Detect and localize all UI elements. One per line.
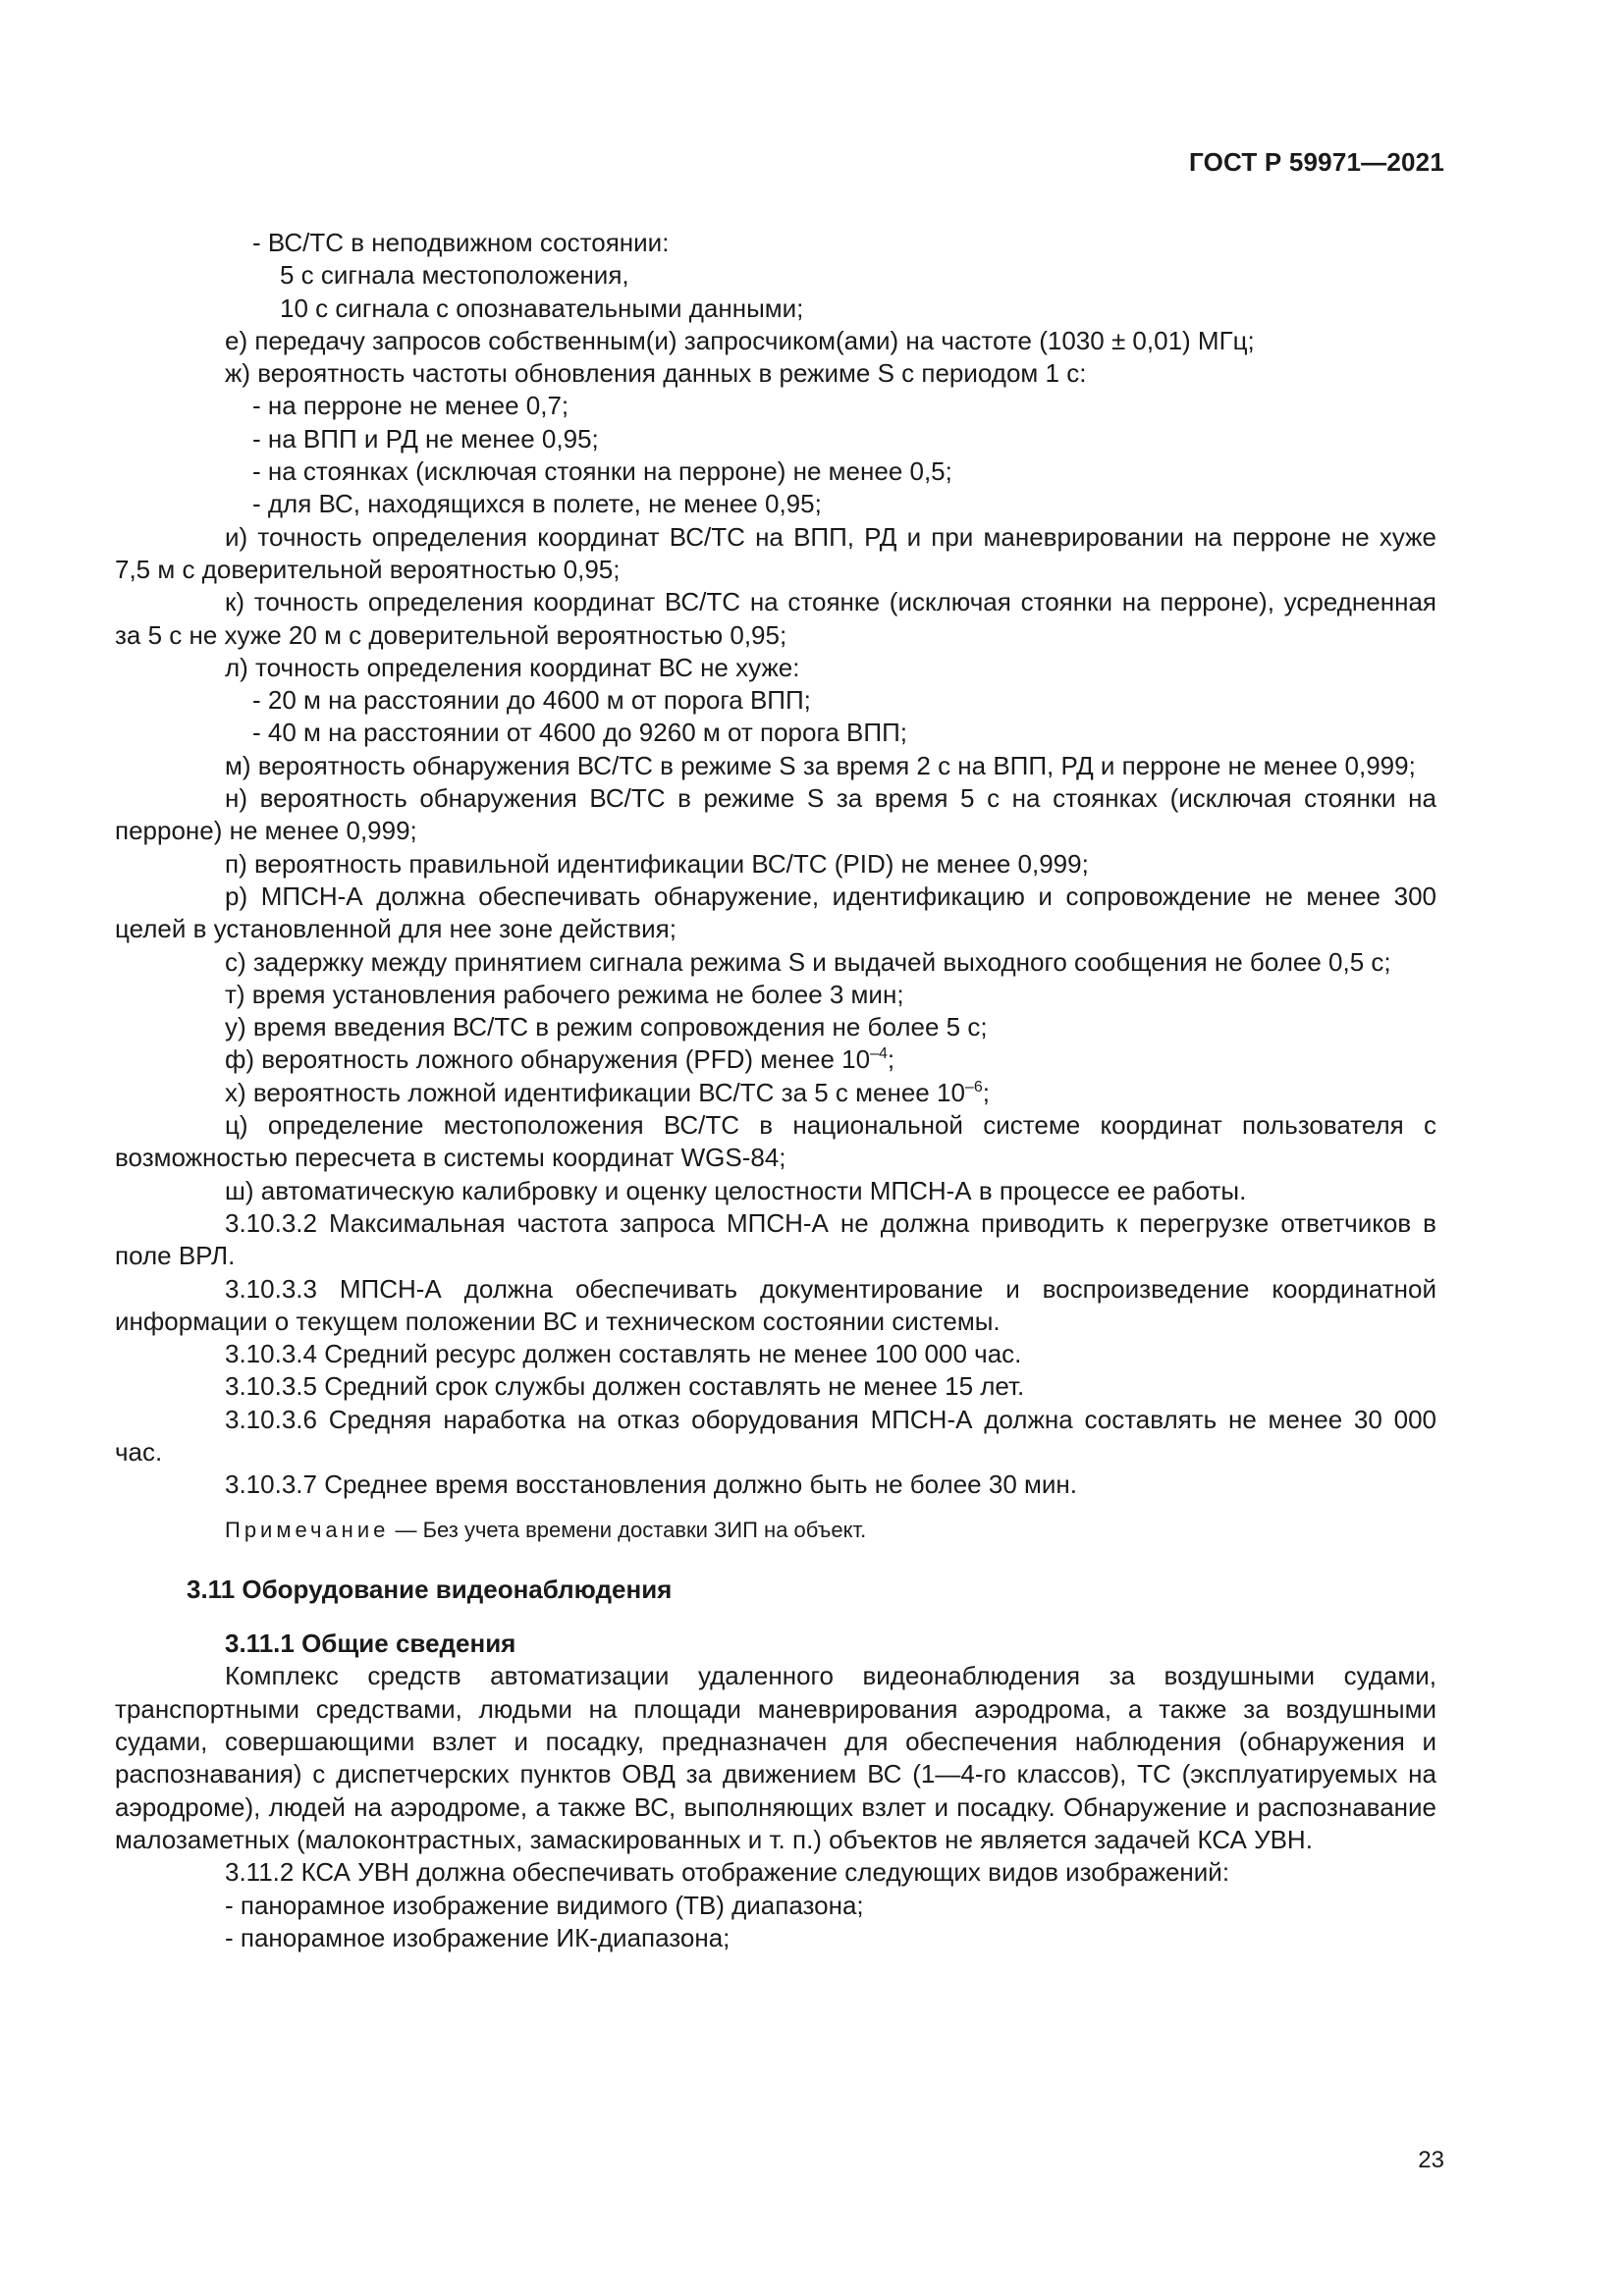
list-item: е) передачу запросов собственным(и) запросчиком(ами) на частоте (1030 ± 0,01) МГц;: [225, 325, 1255, 355]
list-item: - 20 м на расстоянии до 4600 м от порога ВПП;: [252, 685, 811, 716]
paragraph: 3.10.3.2 Максимальная частота запроса МПСН-А не должна приводить к перегрузке ответчиков в поле ВРЛ.: [115, 1207, 1436, 1271]
superscript: –4: [870, 1045, 888, 1063]
section-heading: 3.11 Оборудование видеонаблюдения: [187, 1574, 673, 1604]
paragraph: к) точность определения координат ВС/ТС на стоянке (исключая стоянки на перроне), усредненная за 5 с не хуже 20 м с доверительной вероятностью 0,95;: [115, 587, 1436, 650]
page-number: 23: [1418, 2147, 1444, 2173]
list-item: ж) вероятность частоты обновления данных в режиме S с периодом 1 с:: [225, 358, 1087, 389]
note-text: — Без учета времени доставки ЗИП на объект.: [389, 1517, 867, 1542]
list-item: - на ВПП и РД не менее 0,95;: [252, 423, 599, 454]
paragraph: м) вероятность обнаружения ВС/ТС в режиме S за время 2 с на ВПП, РД и перроне не менее 0,999;: [225, 750, 1416, 780]
note-label: Примечание: [225, 1517, 390, 1542]
list-item: с) задержку между принятием сигнала режима S и выдачей выходного сообщения не более 0,5 с;: [225, 946, 1391, 977]
list-item: - на стоянках (исключая стоянки на перроне) не менее 0,5;: [252, 456, 952, 487]
text: ;: [887, 1044, 895, 1075]
text: ;: [982, 1077, 990, 1107]
page-body: [115, 227, 1436, 1954]
list-item: - для ВС, находящихся в полете, не менее 0,95;: [252, 489, 822, 519]
text: х) вероятность ложной идентификации ВС/ТС за 5 с менее 10: [225, 1077, 965, 1107]
list-item: - панорамное изображение видимого (ТВ) диапазона;: [225, 1890, 864, 1920]
list-item: п) вероятность правильной идентификации ВС/ТС (PID) не менее 0,999;: [225, 848, 1089, 879]
paragraph: 3.10.3.4 Средний ресурс должен составлять не менее 100 000 час.: [225, 1339, 1022, 1369]
list-item: [115, 1043, 1436, 1076]
document-header: ГОСТ Р 59971—2021: [1189, 147, 1444, 177]
list-item: [115, 1077, 1436, 1109]
list-item: 10 с сигнала с опознавательными данными;: [280, 293, 804, 323]
text: ф) вероятность ложного обнаружения (PFD) менее 10: [225, 1044, 871, 1075]
list-item: т) время установления рабочего режима не более 3 мин;: [225, 979, 904, 1009]
paragraph: и) точность определения координат ВС/ТС на ВПП, РД и при маневрировании на перроне не хуже 7,5 м с доверительной вероятностью 0,95;: [115, 521, 1436, 584]
list-item: - панорамное изображение ИК-диапазона;: [225, 1922, 731, 1952]
list-item: - на перроне не менее 0,7;: [252, 391, 569, 421]
paragraph: 3.10.3.7 Среднее время восстановления должно быть не более 30 мин.: [225, 1469, 1077, 1500]
list-item: л) точность определения координат ВС не хуже:: [225, 652, 800, 682]
paragraph: ц) определение местоположения ВС/ТС в национальной системе координат пользователя с возможностью пересчета в системы координат WGS-84;: [115, 1110, 1436, 1173]
list-item: - 40 м на расстоянии от 4600 до 9260 м от порога ВПП;: [252, 718, 907, 748]
list-item: - ВС/ТС в неподвижном состоянии:: [252, 228, 670, 257]
paragraph: 3.10.3.6 Средняя наработка на отказ оборудования МПСН-А должна составлять не менее 30 000 час.: [115, 1404, 1436, 1467]
list-item: ш) автоматическую калибровку и оценку целостности МПСН-А в процессе ее работы.: [225, 1175, 1247, 1205]
paragraph: Комплекс средств автоматизации удаленного видеонаблюдения за воздушными судами, транспортными средствами, людьми на площади маневрирования аэродрома, а также за воздушными судами, совершающими взлет и посадку, предназначен для обеспечения наблюдения (обнаружения и распознавания) с диспетчерских пунктов ОВД за движением ВС (1—4-го классов), ТС (эксплуатируемых на аэродроме), людей на аэродроме, а также ВС, выполняющих взлет и посадку. Обнаружение и распознавание малозаметных (малоконтрастных, замаскированных и т. п.) объектов не является задачей КСА УВН.: [115, 1661, 1436, 1854]
subsection-heading: 3.11.1 Общие сведения: [225, 1629, 516, 1659]
paragraph: 3.10.3.3 МПСН-А должна обеспечивать документирование и воспроизведение координатной информации о текущем положении ВС и техническом состоянии системы.: [115, 1273, 1436, 1336]
paragraph: р) МПСН-А должна обеспечивать обнаружение, идентификацию и сопровождение не менее 300 целей в установленной для нее зоне действия;: [115, 881, 1436, 944]
list-item: у) время введения ВС/ТС в режим сопровождения не более 5 с;: [225, 1012, 988, 1042]
superscript: –6: [964, 1078, 983, 1095]
paragraph: н) вероятность обнаружения ВС/ТС в режиме S за время 5 с на стоянках (исключая стоянки на перроне) не менее 0,999;: [115, 783, 1436, 846]
paragraph: 3.11.2 КСА УВН должна обеспечивать отображение следующих видов изображений:: [225, 1857, 1230, 1888]
note: [115, 1514, 1436, 1546]
paragraph: 3.10.3.5 Средний срок службы должен составлять не менее 15 лет.: [225, 1371, 1025, 1402]
list-item: 5 с сигнала местоположения,: [280, 260, 629, 291]
